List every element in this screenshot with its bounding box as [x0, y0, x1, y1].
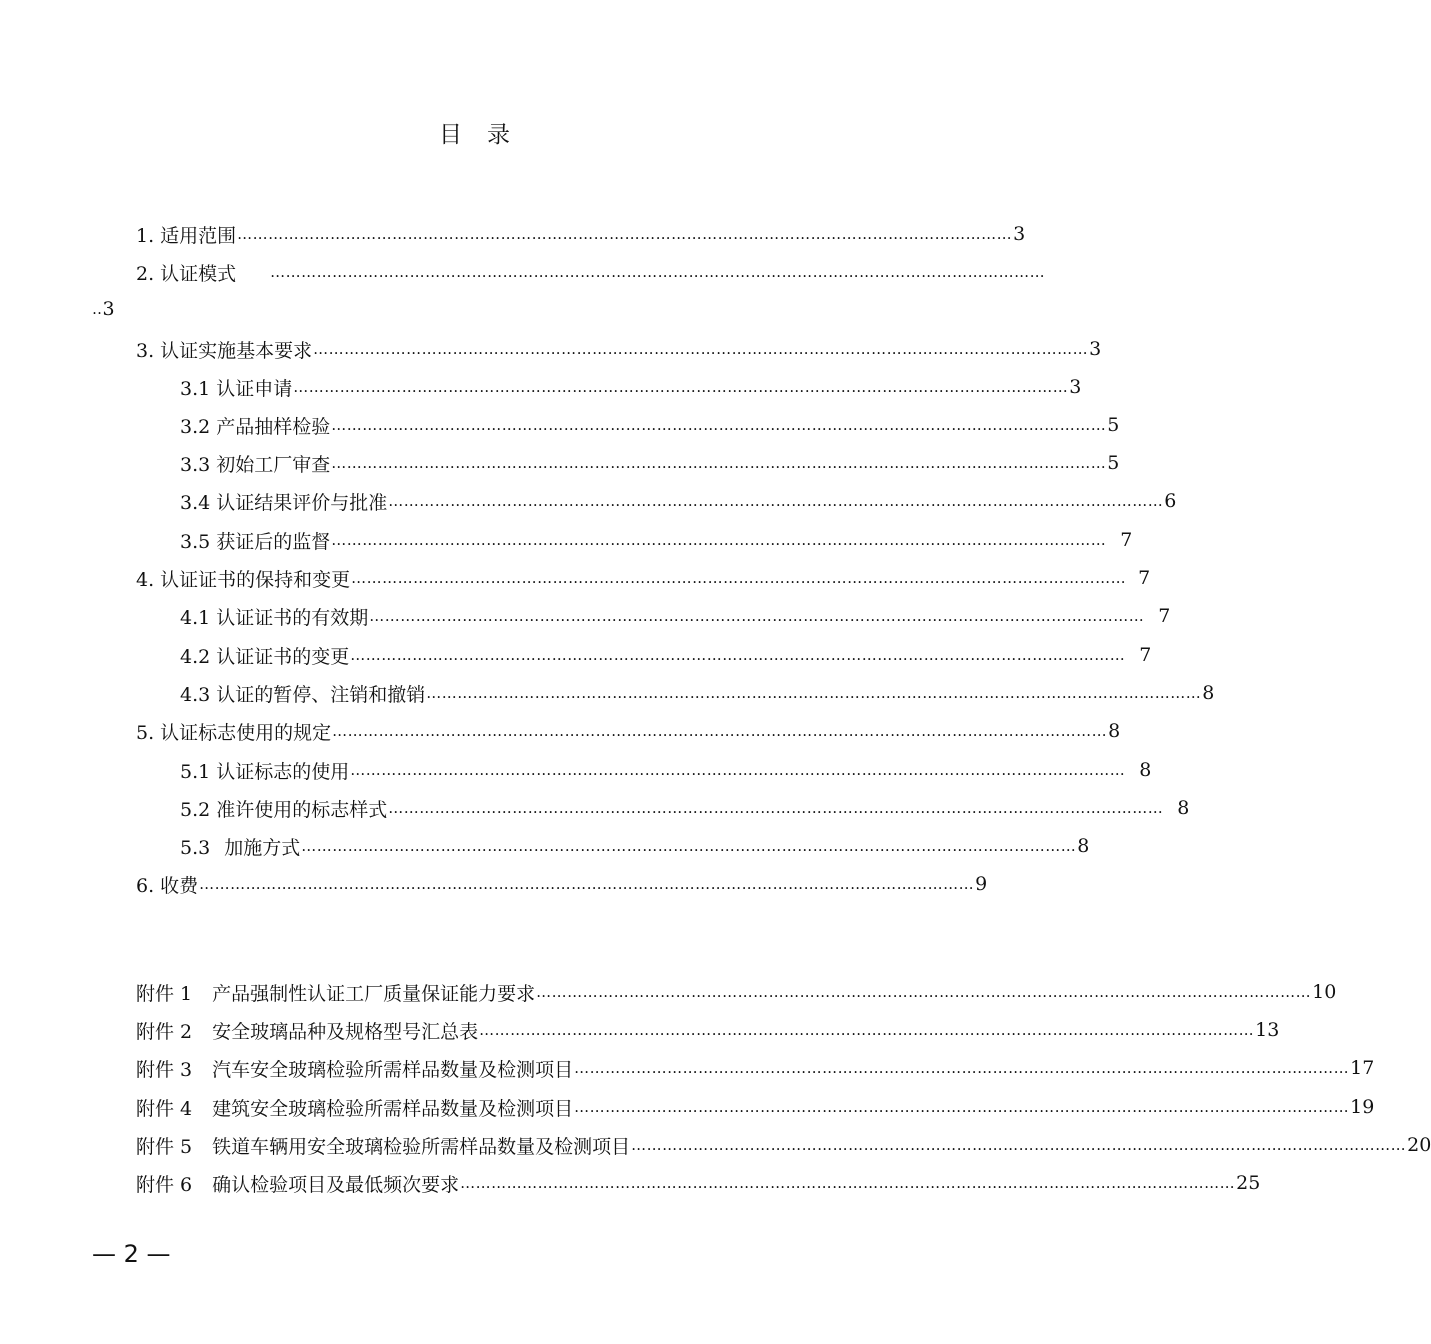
dot-leader: ……………………………………………………………………………………………………………………………………: [332, 722, 1108, 740]
toc-entry[interactable]: [136, 869, 988, 899]
toc-title: 目 录: [439, 122, 511, 148]
toc-annex[interactable]: [136, 1015, 1280, 1045]
annex-page: 20: [1407, 1134, 1431, 1156]
toc-entry-page: 8: [1202, 682, 1215, 704]
toc-entry[interactable]: [136, 219, 1026, 249]
toc-entry-number: 3.2: [180, 415, 211, 438]
toc-entry-title: 认证结果评价与批准: [216, 491, 388, 514]
annex-page: 10: [1312, 981, 1337, 1003]
toc-subentry[interactable]: [180, 372, 1082, 402]
dot-leader: ……………………………………………………………………………………………………………………………………: [331, 416, 1107, 434]
toc-subentry[interactable]: [180, 601, 1171, 631]
dot-leader: ……………………………………………………………………………………………………………………………………: [313, 340, 1089, 358]
toc-entry-number: 5.3: [180, 836, 211, 859]
toc-subentry[interactable]: [180, 486, 1177, 516]
annex-title: 产品强制性认证工厂质量保证能力要求: [212, 982, 536, 1005]
toc-entry-number: 5.: [136, 721, 155, 744]
toc-entry-page: 8: [1108, 720, 1121, 742]
toc-entry-title: 认证标志使用的规定: [160, 721, 332, 744]
annex-title: 铁道车辆用安全玻璃检验所需样品数量及检测项目: [212, 1135, 631, 1158]
annex-title: 确认检验项目及最低频次要求: [212, 1173, 460, 1196]
dot-leader: ……………………………………………………………………………………………………………………………………: [293, 378, 1069, 396]
toc-entry[interactable]: [136, 563, 1151, 593]
toc-entry-title: 认证实施基本要求: [160, 339, 313, 362]
dot-leader: ……………………………………………………………………………………………………………………………………: [369, 607, 1145, 625]
toc-subentry[interactable]: [180, 831, 1090, 861]
toc-subentry[interactable]: [180, 410, 1120, 440]
toc-entry-title: 认证模式: [160, 262, 237, 285]
toc-entry-title: 认证证书的变更: [216, 645, 350, 668]
dot-leader: ……………………………………………………………………………………………………………………………………: [331, 454, 1107, 472]
toc-annex[interactable]: [136, 1092, 1375, 1122]
toc-entry-number: 4.3: [180, 683, 211, 706]
dot-leader: ……………………………………………………………………………………………………………………………………: [479, 1021, 1255, 1039]
toc-entry[interactable]: [136, 254, 1046, 290]
toc-entry-number: 4.: [136, 568, 155, 591]
annex-number: 附件 2: [136, 1020, 193, 1043]
toc-entry-number: 6.: [136, 874, 155, 897]
toc-entry-number: 5.2: [180, 798, 211, 821]
toc-subentry[interactable]: [180, 640, 1152, 670]
toc-entry-page: 3: [1013, 223, 1026, 245]
toc-subentry[interactable]: [180, 678, 1215, 708]
dot-leader: ……………………………………………………………………………………………………………………………………: [460, 1174, 1236, 1192]
dot-leader: ……………………………………………………………………………………………………………………………………: [426, 684, 1202, 702]
annex-number: 附件 4: [136, 1097, 193, 1120]
annex-title: 汽车安全玻璃检验所需样品数量及检测项目: [212, 1058, 574, 1081]
toc-entry-page: 3: [102, 298, 115, 320]
toc-entry-page: 8: [1177, 797, 1190, 819]
toc-entry-title: 认证证书的有效期: [216, 606, 369, 629]
annex-page: 19: [1350, 1096, 1375, 1118]
toc-entry-title: 认证的暂停、注销和撤销: [216, 683, 426, 706]
toc-entry-title: 加施方式: [224, 836, 301, 859]
toc-entry-title: 准许使用的标志样式: [216, 798, 388, 821]
dot-leader: ……………………………………………………………………………………………………………………………………: [331, 531, 1107, 549]
annex-number: 附件 5: [136, 1135, 193, 1158]
toc-entry-page: 8: [1077, 835, 1090, 857]
toc-entry-page: 3: [1069, 376, 1082, 398]
toc-entry-page: 7: [1138, 567, 1151, 589]
toc-entry-page: 7: [1139, 644, 1152, 666]
toc-entry-number: 3.1: [180, 377, 211, 400]
dot-leader: ……………………………………………………………………………………………………………………………………: [350, 761, 1126, 779]
toc-entry-number: 3.5: [180, 530, 211, 553]
toc-entry-title: 初始工厂审查: [216, 453, 331, 476]
toc-entry-page: 7: [1158, 605, 1171, 627]
toc-entry-title: 获证后的监督: [216, 530, 331, 553]
toc-subentry[interactable]: [180, 755, 1152, 785]
dot-leader: ……………………………………………………………………………………………………………………………………: [270, 263, 1046, 281]
toc-entry-page: 8: [1139, 759, 1152, 781]
toc-subentry[interactable]: [180, 448, 1120, 478]
toc-entry-page: 9: [975, 873, 988, 895]
annex-page: 25: [1236, 1172, 1261, 1194]
annex-title: 安全玻璃品种及规格型号汇总表: [212, 1020, 479, 1043]
dot-leader-tail: ‥: [92, 300, 103, 318]
dot-leader: ……………………………………………………………………………………………………………………………………: [574, 1059, 1350, 1077]
dot-leader: ……………………………………………………………………………………………………………………………………: [388, 799, 1164, 817]
toc-entry-number: 5.1: [180, 760, 211, 783]
annex-number: 附件 6: [136, 1173, 193, 1196]
toc-entry-page: 5: [1107, 452, 1120, 474]
toc-entry-number: 4.2: [180, 645, 211, 668]
annex-page: 13: [1255, 1019, 1280, 1041]
toc-entry[interactable]: [136, 334, 1102, 364]
toc-subentry[interactable]: [180, 793, 1190, 823]
dot-leader: ……………………………………………………………………………………………………………………………………: [631, 1136, 1407, 1154]
toc-entry-number: 3.3: [180, 453, 211, 476]
toc-entry-title: 认证标志的使用: [216, 760, 350, 783]
toc-entry-wrap: [92, 294, 115, 324]
toc-entry-page: 7: [1120, 529, 1133, 551]
page-number: — 2 —: [92, 1240, 171, 1268]
toc-entry-title: 认证证书的保持和变更: [160, 568, 351, 591]
annex-title: 建筑安全玻璃检验所需样品数量及检测项目: [212, 1097, 574, 1120]
toc-entry-title: 收费: [160, 874, 199, 897]
toc-entry-page: 6: [1164, 490, 1177, 512]
dot-leader: ……………………………………………………………………………………………………………………………………: [388, 492, 1164, 510]
toc-entry-title: 适用范围: [160, 224, 237, 247]
dot-leader: ……………………………………………………………………………………………………………………………………: [301, 837, 1077, 855]
toc-subentry[interactable]: [180, 525, 1133, 555]
toc-entry-number: 3.4: [180, 491, 211, 514]
toc-annex[interactable]: [136, 1168, 1261, 1198]
dot-leader: ……………………………………………………………………………………………………………………………………: [237, 225, 1013, 243]
dot-leader: ……………………………………………………………………………………………………………………………………: [199, 875, 975, 893]
toc-entry-page: 3: [1089, 338, 1102, 360]
toc-annex[interactable]: [136, 977, 1337, 1007]
toc-entry-title: 认证申请: [216, 377, 293, 400]
dot-leader: ……………………………………………………………………………………………………………………………………: [536, 983, 1312, 1001]
toc-entry-page: 5: [1107, 414, 1120, 436]
toc-annex[interactable]: [136, 1053, 1375, 1083]
toc-entry-number: 3.: [136, 339, 155, 362]
toc-entry-number: 2.: [136, 262, 155, 285]
toc-entry-title: 产品抽样检验: [216, 415, 331, 438]
annex-number: 附件 1: [136, 982, 193, 1005]
dot-leader: ……………………………………………………………………………………………………………………………………: [350, 646, 1126, 664]
dot-leader: ……………………………………………………………………………………………………………………………………: [351, 569, 1127, 587]
toc-annex[interactable]: [136, 1130, 1431, 1160]
annex-page: 17: [1350, 1057, 1375, 1079]
toc-entry-number: 4.1: [180, 606, 211, 629]
toc-entry[interactable]: [136, 716, 1121, 746]
toc-entry-number: 1.: [136, 224, 155, 247]
annex-number: 附件 3: [136, 1058, 193, 1081]
dot-leader: ……………………………………………………………………………………………………………………………………: [574, 1098, 1350, 1116]
